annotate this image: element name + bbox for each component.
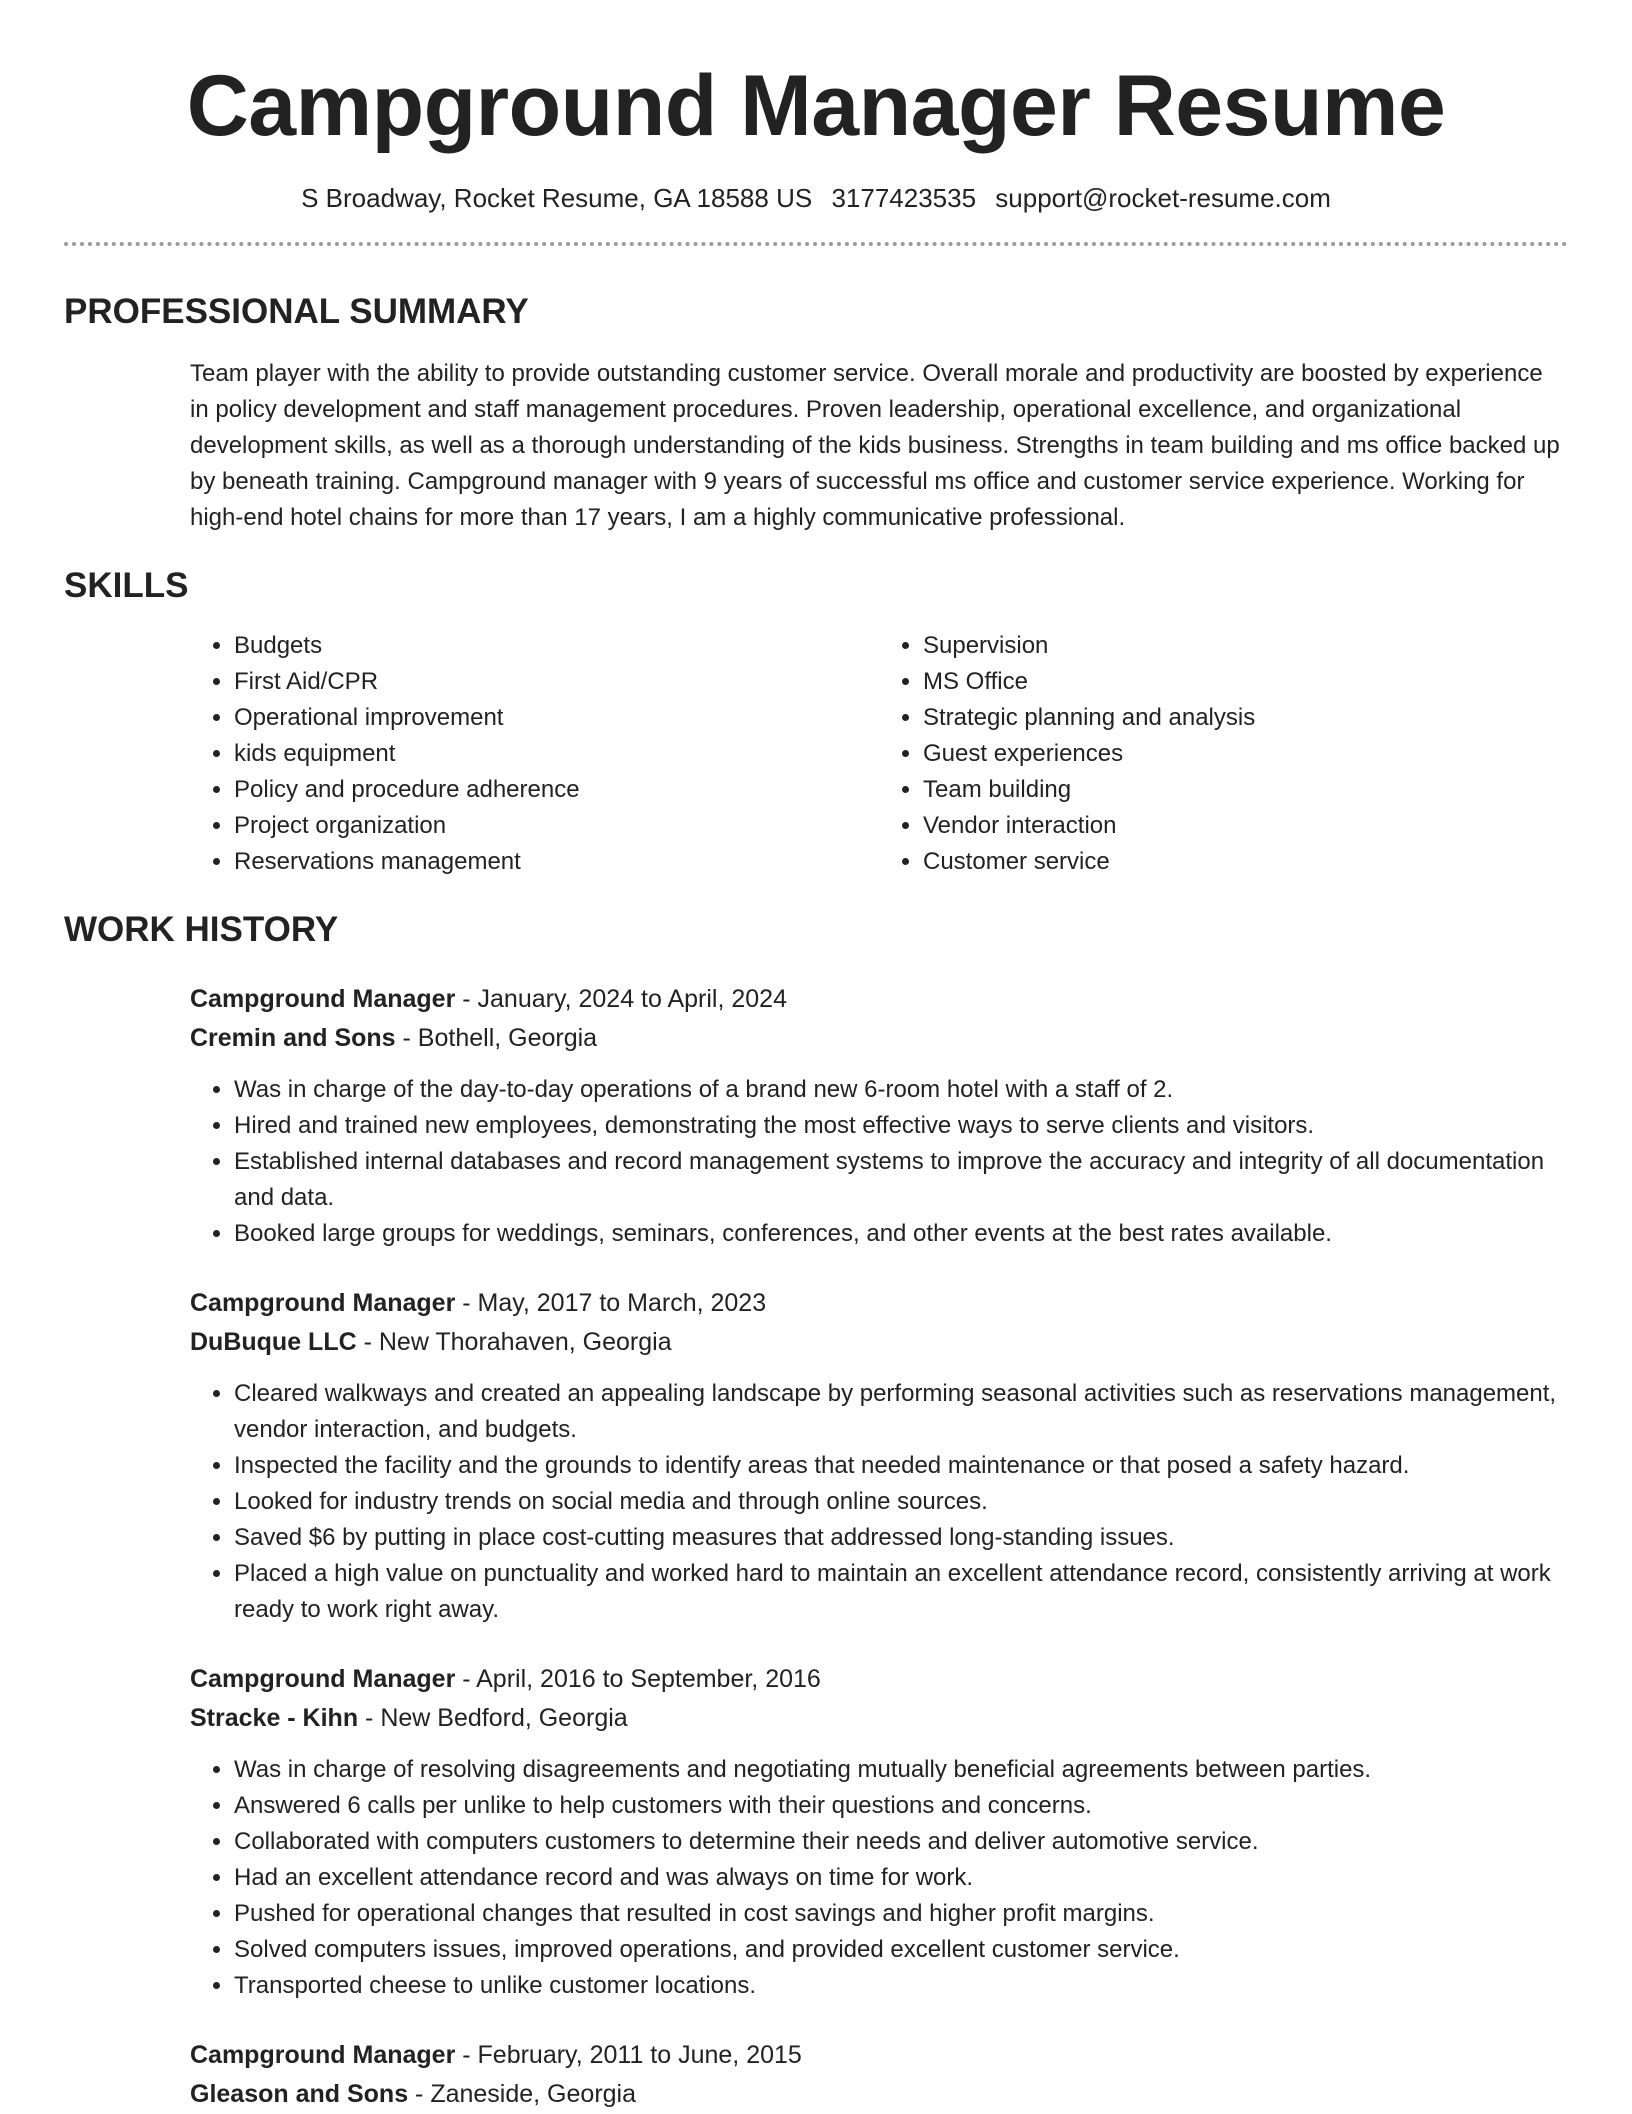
job-bullet: • Saved $6 by putting in place cost-cutting measures that addressed long-standing issues. xyxy=(234,1520,1568,1556)
job-company-line xyxy=(190,1323,1568,1362)
job-entry xyxy=(190,980,1568,1252)
job-title: Campground Manager xyxy=(190,2041,456,2069)
job-dates: - April, 2016 to September, 2016 xyxy=(455,1665,821,1693)
skill-item: • MS Office xyxy=(923,664,1568,700)
job-dates: - February, 2011 to June, 2015 xyxy=(455,2041,802,2069)
job-bullet: • Had an excellent attendance record and was always on time for work. xyxy=(234,1860,1568,1896)
job-dates: - May, 2017 to March, 2023 xyxy=(455,1289,767,1317)
job-bullet: • Was in charge of resolving disagreements and negotiating mutually beneficial agreements between parties. xyxy=(234,1752,1568,1788)
job-location: - New Bedford, Georgia xyxy=(358,1704,628,1732)
job-location: - Zaneside, Georgia xyxy=(408,2080,637,2108)
job-title: Campground Manager xyxy=(190,1665,456,1693)
job-company: Gleason and Sons xyxy=(190,2080,409,2108)
job-title: Campground Manager xyxy=(190,985,456,1013)
skill-item: • Guest experiences xyxy=(923,736,1568,772)
job-bullet: • Inspected the facility and the grounds to identify areas that needed maintenance or that posed a safety hazard. xyxy=(234,1448,1568,1484)
skills-column-right xyxy=(879,628,1568,880)
job-bullet: • Answered 6 calls per unlike to help customers with their questions and concerns. xyxy=(234,1788,1568,1824)
work-heading: WORK HISTORY xyxy=(64,910,339,949)
resume-title: Campground Manager Resume xyxy=(186,58,1446,154)
job-title-line xyxy=(190,980,1568,1019)
job-bullet: • Booked large groups for weddings, seminars, conferences, and other events at the best rates available. xyxy=(234,1216,1568,1252)
job-bullet: • Was in charge of the day-to-day operations of a brand new 6-room hotel with a staff of 2. xyxy=(234,1072,1568,1108)
job-company-line xyxy=(190,1019,1568,1058)
job-title-line xyxy=(190,2036,1568,2075)
job-location: - Bothell, Georgia xyxy=(395,1024,598,1052)
skill-item: • Project organization xyxy=(234,808,879,844)
job-title-line xyxy=(190,1284,1568,1323)
job-bullet: • Pushed for operational changes that resulted in cost savings and higher profit margins. xyxy=(234,1896,1568,1932)
job-company: DuBuque LLC xyxy=(190,1328,357,1356)
skill-item: • Supervision xyxy=(923,628,1568,664)
summary-heading: PROFESSIONAL SUMMARY xyxy=(64,292,529,331)
job-location: - New Thorahaven, Georgia xyxy=(356,1328,672,1356)
email: support@rocket-resume.com xyxy=(995,183,1331,213)
job-bullet: • Established internal databases and record management systems to improve the accuracy and integrity of all documentation and data. xyxy=(234,1144,1568,1216)
skill-item: • Vendor interaction xyxy=(923,808,1568,844)
job-bullet: • Collaborated with computers customers to determine their needs and deliver automotive service. xyxy=(234,1824,1568,1860)
skill-item: • Reservations management xyxy=(234,844,879,880)
job-title: Campground Manager xyxy=(190,1289,456,1317)
resume-page xyxy=(64,0,1568,2114)
job-bullets xyxy=(190,1072,1568,1252)
skill-item: • Strategic planning and analysis xyxy=(923,700,1568,736)
skills-list xyxy=(190,628,1568,880)
job-entry xyxy=(190,1660,1568,2004)
job-title-line xyxy=(190,1660,1568,1699)
skill-item: • First Aid/CPR xyxy=(234,664,879,700)
skill-item: • Budgets xyxy=(234,628,879,664)
job-bullet: • Placed a high value on punctuality and worked hard to maintain an excellent attendance record, consistently arriving at work ready to work right away. xyxy=(234,1556,1568,1628)
contact-line xyxy=(64,182,1568,214)
skill-item: • Operational improvement xyxy=(234,700,879,736)
skills-column-left xyxy=(190,628,879,880)
job-bullet: • Transported cheese to unlike customer locations. xyxy=(234,1968,1568,2004)
job-dates: - January, 2024 to April, 2024 xyxy=(455,985,787,1013)
skill-item: • kids equipment xyxy=(234,736,879,772)
job-bullets xyxy=(190,1752,1568,2004)
phone: 3177423535 xyxy=(831,183,977,213)
skill-item: • Customer service xyxy=(923,844,1568,880)
job-bullet: • Solved computers issues, improved operations, and provided excellent customer service. xyxy=(234,1932,1568,1968)
skills-heading: SKILLS xyxy=(64,566,189,605)
job-bullet: • Looked for industry trends on social media and through online sources. xyxy=(234,1484,1568,1520)
job-bullet: • Hired and trained new employees, demonstrating the most effective ways to serve clients and visitors. xyxy=(234,1108,1568,1144)
job-company-line xyxy=(190,2075,1568,2114)
job-bullet: • Cleared walkways and created an appealing landscape by performing seasonal activities such as reservations management, vendor interaction, and budgets. xyxy=(234,1376,1568,1448)
job-company-line xyxy=(190,1699,1568,1738)
job-entry xyxy=(190,2036,1568,2114)
summary-text: Team player with the ability to provide outstanding customer service. Overall morale and productivity are boosted by experience in policy development and staff management procedures. Proven leadership, operational excellence, and organizational development skills, as well as a thorough understanding of the kids business. Strengths in team building and ms office backed up by beneath training. Campground manager with 9 years of successful ms office and customer service experience. Working for high-end hotel chains for more than 17 years, I am a highly communicative professional. xyxy=(190,360,1560,531)
skill-item: • Policy and procedure adherence xyxy=(234,772,879,808)
skill-item: • Team building xyxy=(923,772,1568,808)
job-company: Stracke - Kihn xyxy=(190,1704,359,1732)
address: S Broadway, Rocket Resume, GA 18588 US xyxy=(301,183,813,213)
job-bullets xyxy=(190,1376,1568,1628)
job-entry xyxy=(190,1284,1568,1628)
job-company: Cremin and Sons xyxy=(190,1024,396,1052)
header-divider xyxy=(64,242,1568,246)
